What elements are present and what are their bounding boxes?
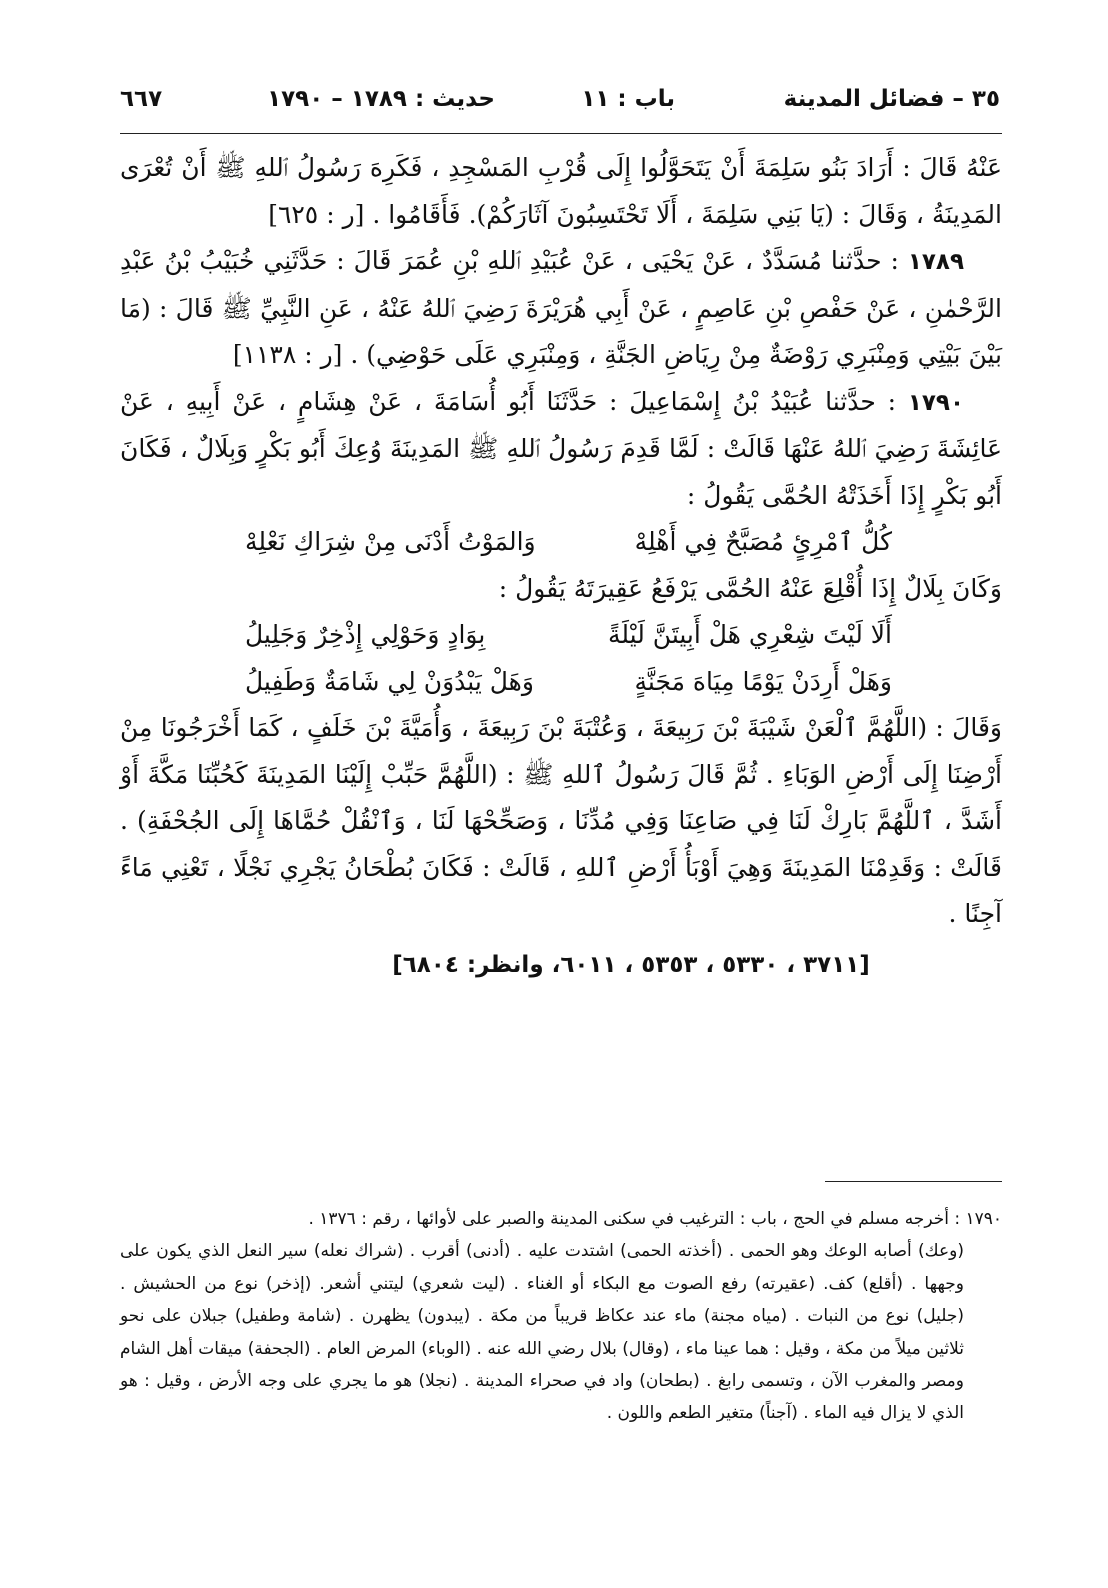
hadith-text: : حدَّثنا عُبَيْدُ بْنُ إِسْمَاعِيلَ : حَدَّثَنَا أَبُو أُسَامَةَ ، عَنْ هِشَامٍ ، عَنْ أَبِيهِ ، عَنْ عَائِشَةَ رَضِيَ ٱللهُ عَنْهَا قَالَتْ : لَمَّا قَدِمَ رَسُولُ ٱللهِ ﷺ المَدِينَةَ وُعِكَ أَبُو بَكْرٍ وَبِلَالٌ ، فَكَانَ أَبُو بَكْرٍ إِذَا أَخَذَتْهُ الحُمَّى يَقُولُ : bbox=[120, 386, 1002, 510]
cross-references: [٣٧١١ ، ٥٣٣٠ ، ٥٣٥٣ ، ٦٠١١، وانظر: ٦٨٠٤] bbox=[392, 951, 870, 978]
verse-hemistich: أَلَا لَيْتَ شِعْرِي هَلْ أَبِيتَنَّ لَيْلَةً bbox=[608, 620, 892, 649]
footnote-source: ١٧٩٠ : أخرجه مسلم في الحج ، باب : الترغيب في سكنى المدينة والصبر على لأوائها ، رقم : ١٣٧٦ . bbox=[308, 1209, 1002, 1229]
main-text bbox=[120, 145, 1002, 988]
footnote-glossary: (وعك) أصابه الوعك وهو الحمى . (أخذته الحمى) اشتدت عليه . (أدنى) أقرب . (شراك نعله) سير النعل الذي يكون على وجهها . (أقلع) كف. (عقيرته) رفع الصوت مع البكاء أو الغناء . (ليت شعري) ليتني أشعر. (إذخر) نوع من الحشيش . (جليل) نوع من النبات . (مياه مجنة) ماء عند عكاظ قريباً من مكة . (يبدون) يظهرن . (شامة وطفيل) جبلان على نحو ثلاثين ميلاً من مكة ، وقيل : هما عينا ماء ، (وقال) بلال رضي الله عنه . (الوباء) المرض العام . (الجحفة) ميقات أهل الشام ومصر والمغرب الآن ، وتسمى رابغ . (بطحان) واد في صحراء المدينة . (نجلا) هو ما يجري على وجه الأرض ، وقيل : هو الذي لا يزال فيه الماء . (آجناً) متغير الطعم واللون . bbox=[120, 1241, 964, 1424]
verse-line bbox=[120, 659, 1002, 706]
running-header bbox=[120, 78, 1000, 122]
hadith-1790 bbox=[120, 379, 1002, 520]
hadith-number: ١٧٩٠ bbox=[907, 389, 964, 416]
header-rule bbox=[120, 133, 1002, 134]
chapter-title: ٣٥ – فضائل المدينة bbox=[783, 86, 1000, 112]
hadith-continuation: عَنْهُ قَالَ : أَرَادَ بَنُو سَلِمَةَ أَنْ يَتَحَوَّلُوا إِلَى قُرْبِ المَسْجِدِ ، فَكَرِهَ رَسُولُ ٱللهِ ﷺ أَنْ تُعْرَى المَدِينَةُ ، وَقَالَ : (يَا بَنِي سَلِمَةَ ، أَلَا تَحْتَسِبُونَ آثَارَكُمْ). فَأَقَامُوا . [ر : ٦٢٥] bbox=[120, 153, 1002, 229]
bilal-intro: وَكَانَ بِلَالٌ إِذَا أُقْلِعَ عَنْهُ الحُمَّى يَرْفَعُ عَقِيرَتَهُ يَقُولُ : bbox=[498, 573, 1002, 603]
hadith-number: ١٧٨٩ bbox=[907, 249, 964, 275]
hadith-closing: وَقَالَ : (اللَّهُمَّ ٱلْعَنْ شَيْبَةَ بْنَ رَبِيعَةَ ، وَعُتْبَةَ بْنَ رَبِيعَةَ ، وَأُمَيَّةَ بْنَ خَلَفٍ ، كَمَا أَخْرَجُونَا مِنْ أَرْضِنَا إِلَى أَرْضِ الوَبَاءِ . ثُمَّ قَالَ رَسُولُ ٱللهِ ﷺ : (اللَّهُمَّ حَبِّبْ إِلَيْنَا المَدِينَةَ كَحُبِّنَا مَكَّةَ أَوْ أَشَدَّ ، ٱللَّهُمَّ بَارِكْ لَنَا فِي صَاعِنَا وَفِي مُدِّنَا ، وَصَحِّحْهَا لَنَا ، وَٱنْقُلْ حُمَّاهَا إِلَى الجُحْفَةِ) . قَالَتْ : وَقَدِمْنَا المَدِينَةَ وَهِيَ أَوْبَأُ أَرْضِ ٱللهِ ، قَالَتْ : فَكَانَ بُطْحَانُ يَجْرِي نَجْلًا ، تَعْنِي مَاءً آجِنًا . bbox=[120, 713, 1002, 928]
footnotes bbox=[120, 1203, 1002, 1430]
footnote-rule bbox=[825, 1181, 1002, 1182]
verse-line bbox=[120, 519, 1002, 566]
hadith-text: : حدَّثنا مُسَدَّدٌ ، عَنْ يَحْيَى ، عَنْ عُبَيْدِ ٱللهِ بْنِ عُمَرَ قَالَ : حَدَّثَنِي خُبَيْبُ بْنُ عَبْدِ الرَّحْمٰنِ ، عَنْ حَفْصِ بْنِ عَاصِمٍ ، عَنْ أَبِي هُرَيْرَةَ رَضِيَ ٱللهُ عَنْهُ ، عَنِ النَّبِيِّ ﷺ قَالَ : (مَا بَيْنَ بَيْتِي وَمِنْبَرِي رَوْضَةٌ مِنْ رِيَاضِ الجَنَّةِ ، وَمِنْبَرِي عَلَى حَوْضِي) . [ر : ١١٣٨] bbox=[120, 246, 1002, 369]
verse-hemistich: وَهَلْ أَرِدَنْ يَوْمًا مِيَاهَ مَجَنَّةٍ bbox=[634, 666, 892, 696]
bab-number: باب : ١١ bbox=[581, 86, 675, 112]
hadith-1789 bbox=[120, 238, 1002, 379]
hadith-range: حديث : ١٧٨٩ – ١٧٩٠ bbox=[267, 86, 495, 112]
verse-hemistich: وَالمَوْتُ أَدْنَى مِنْ شِرَاكِ نَعْلِهْ bbox=[245, 527, 536, 556]
verse-hemistich: كُلُّ ٱمْرِئٍ مُصَبَّحٌ فِي أَهْلِهْ bbox=[634, 527, 892, 556]
verse-line bbox=[120, 612, 1002, 659]
verse-hemistich: وَهَلْ يَبْدُوَنْ لِي شَامَةٌ وَطَفِيلُ bbox=[245, 666, 534, 696]
page-number: ٦٦٧ bbox=[120, 86, 163, 112]
verse-hemistich: بِوَادٍ وَحَوْلِي إِذْخِرٌ وَجَلِيلُ bbox=[245, 620, 486, 649]
